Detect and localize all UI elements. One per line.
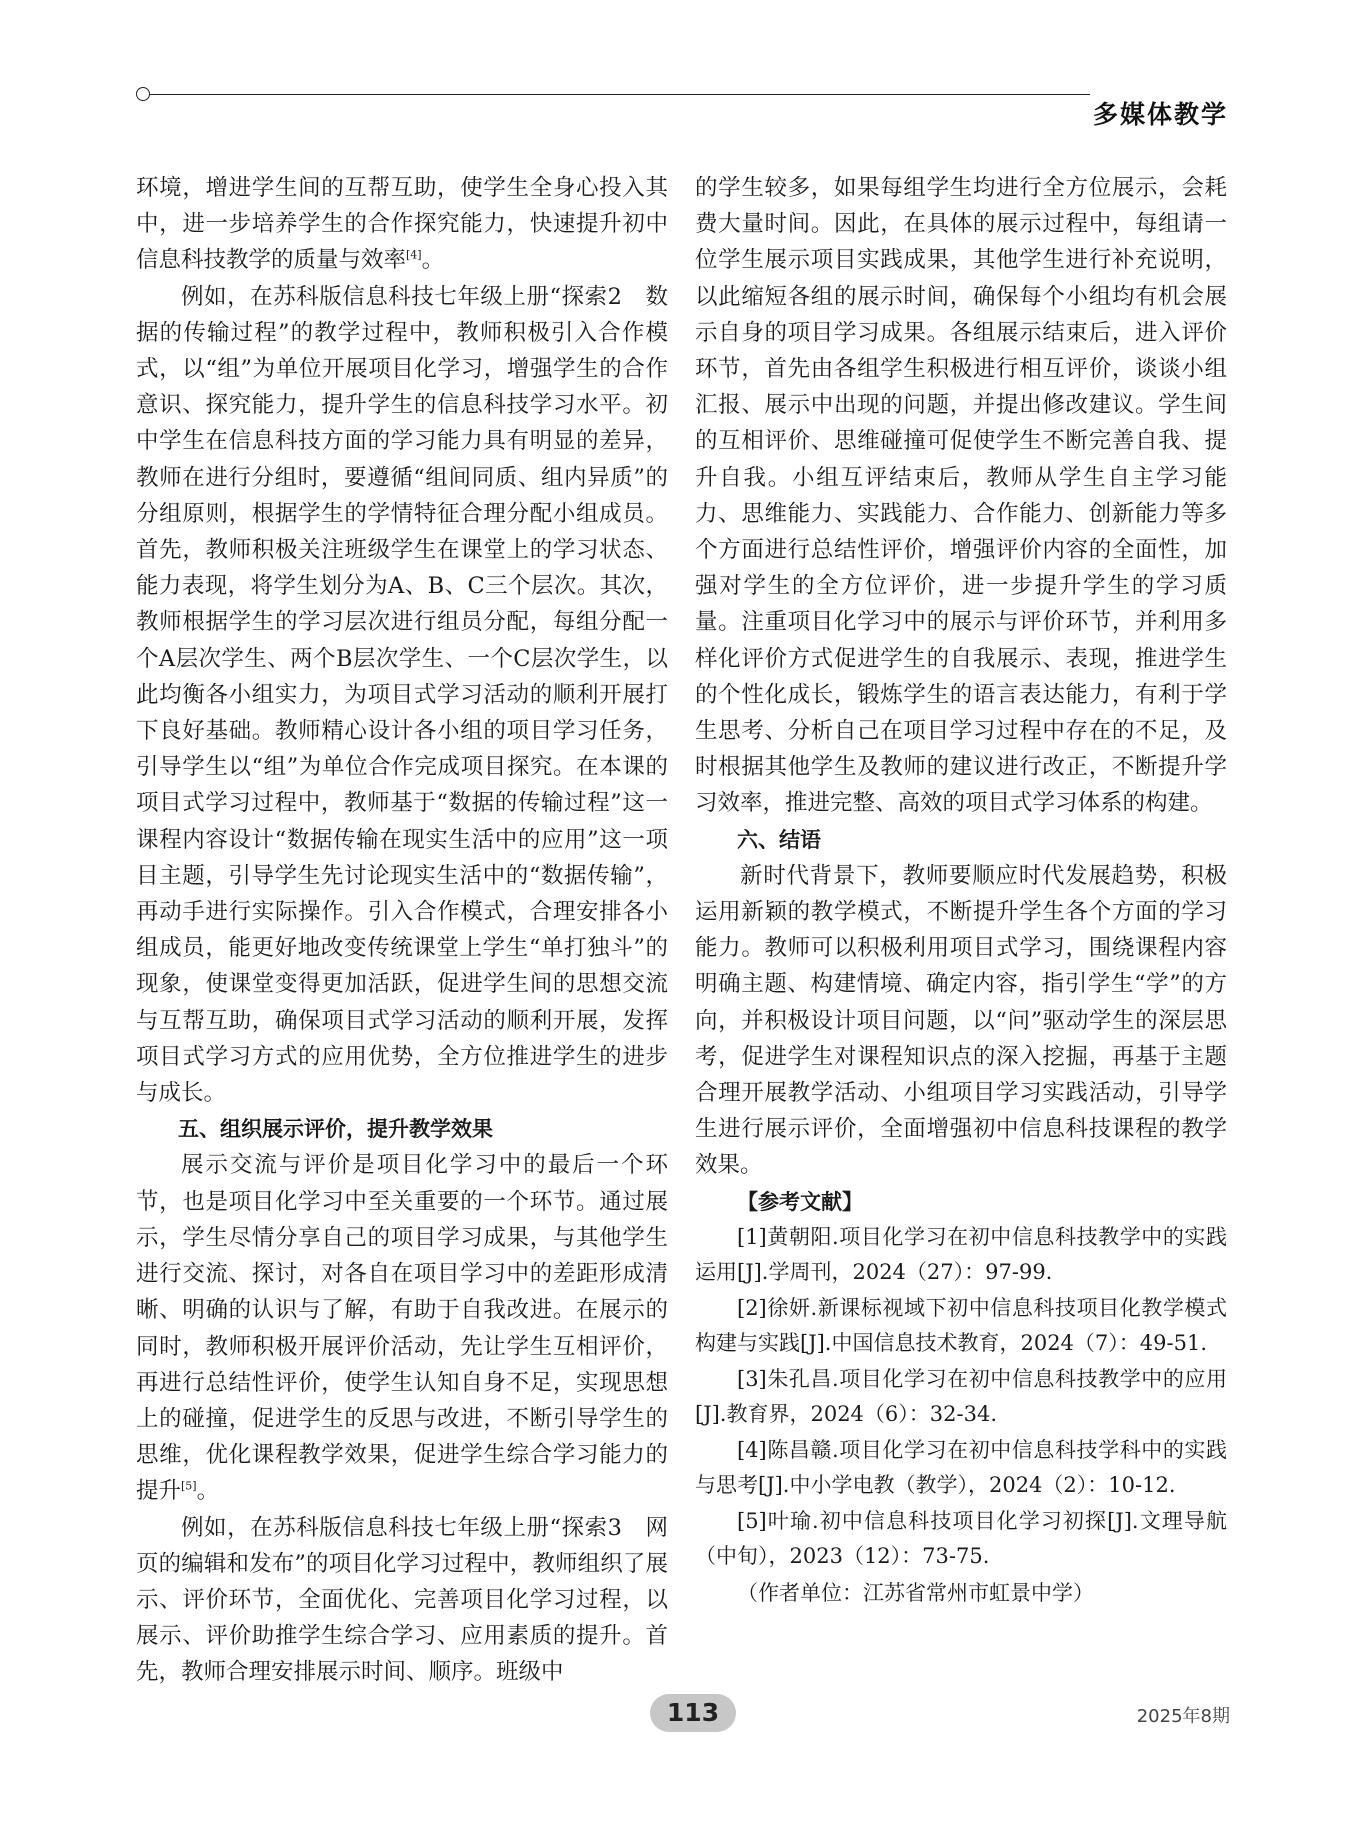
citation: [4] (406, 248, 422, 262)
page-number: 113 (650, 1694, 736, 1732)
paragraph: 展示交流与评价是项目化学习中的最后一个环节，也是项目化学习中至关重要的一个环节。通过展示，学生尽情分享自己的项目学习成果，与其他学生进行交流、探讨，对各自在项目学习中的差距形成清晰、明确的认识与了解，有助于自我改进。在展示的同时，教师积极开展评价活动，先让学生互相评价，再进行总结性评价，使学生认知自身不足，实现思想上的碰撞，促进学生的反思与改进，不断引导学生的思维，优化课程教学效果，促进学生综合学习能力的提升[5]。 (136, 1152, 668, 1505)
section-heading: 五、组织展示评价，提升教学效果 (178, 1117, 493, 1142)
paragraph: 的学生较多，如果每组学生均进行全方位展示，会耗费大量时间。因此，在具体的展示过程中，每组请一位学生展示项目实践成果，其他学生进行补充说明，以此缩短各组的展示时间，确保每个小组均有机会展示自身的项目学习成果。各组展示结束后，进入评价环节，首先由各组学生积极进行相互评价，谈谈小组汇报、展示中出现的问题，并提出修改建议。学生间的互相评价、思维碰撞可促使学生不断完善自我、提升自我。小组互评结束后，教师从学生自主学习能力、思维能力、实践能力、合作能力、创新能力等多个方面进行总结性评价，增强评价内容的全面性，加强对学生的全方位评价，进一步提升学生的学习质量。注重项目化学习中的展示与评价环节，并利用多样化评价方式促进学生的自我展示、表现，推进学生的个性化成长，锻炼学生的语言表达能力，有利于学生思考、分析自己在项目学习过程中存在的不足，及时根据其他学生及教师的建议进行改正，不断提升学习效率，推进完整、高效的项目式学习体系的构建。 (695, 175, 1227, 817)
citation: [5] (181, 1479, 197, 1493)
right-column (695, 170, 1227, 1611)
left-column (136, 170, 668, 1691)
section-title: 多媒体教学 (1092, 100, 1228, 129)
reference-item: [1]黄朝阳.项目化学习在初中信息科技教学中的实践运用[J].学周刊，2024（27）：97-99. (695, 1224, 1227, 1285)
paragraph: 新时代背景下，教师要顺应时代发展趋势，积极运用新颖的教学模式，不断提升学生各个方面的学习能力。教师可以积极利用项目式学习，围绕课程内容明确主题、构建情境、确定内容，指引学生“学”的方向，并积极设计项目问题，以“问”驱动学生的深层思考，促进学生对课程知识点的深入挖掘，再基于主题合理开展教学活动、小组项目学习实践活动，引导学生进行展示评价，全面增强初中信息科技课程的教学效果。 (695, 862, 1227, 1179)
author-affiliation: （作者单位：江苏省常州市虹景中学） (737, 1580, 1094, 1605)
header-circle-ornament (136, 87, 150, 101)
section-heading: 六、结语 (737, 827, 821, 852)
paragraph: 环境，增进学生间的互帮互助，使学生全身心投入其中，进一步培养学生的合作探究能力，快速提升初中信息科技教学的质量与效率[4]。 (136, 175, 668, 274)
reference-item: [4]陈昌赣.项目化学习在初中信息科技学科中的实践与思考[J].中小学电教（教学），2024（2）：10-12. (695, 1437, 1227, 1498)
header-rule (150, 94, 1090, 95)
reference-item: [3]朱孔昌.项目化学习在初中信息科技教学中的应用[J].教育界，2024（6）：32-34. (695, 1366, 1227, 1427)
paragraph: 例如，在苏科版信息科技七年级上册“探索2 数据的传输过程”的教学过程中，教师积极引入合作模式，以“组”为单位开展项目化学习，增强学生的合作意识、探究能力，提升学生的信息科技学习水平。初中学生在信息科技方面的学习能力具有明显的差异，教师在进行分组时，要遵循“组间同质、组内异质”的分组原则，根据学生的学情特征合理分配小组成员。首先，教师积极关注班级学生在课堂上的学习状态、能力表现，将学生划分为A、B、C三个层次。其次，教师根据学生的学习层次进行组员分配，每组分配一个A层次学生、两个B层次学生、一个C层次学生，以此均衡各小组实力，为项目式学习活动的顺利开展打下良好基础。教师精心设计各小组的项目学习任务，引导学生以“组”为单位合作完成项目探究。在本课的项目式学习过程中，教师基于“数据的传输过程”这一课程内容设计“数据传输在现实生活中的应用”这一项目主题，引导学生先讨论现实生活中的“数据传输”，再动手进行实际操作。引入合作模式，合理安排各小组成员，能更好地改变传统课堂上学生“单打独斗”的现象，使课堂变得更加活跃，促进学生间的思想交流与互帮互助，确保项目式学习活动的顺利开展，发挥项目式学习方式的应用优势，全方位推进学生的进步与成长。 (136, 283, 668, 1107)
paragraph: 例如，在苏科版信息科技七年级上册“探索3 网页的编辑和发布”的项目化学习过程中，教师组织了展示、评价环节，全面优化、完善项目化学习过程，以展示、评价助推学生综合学习、应用素质的提升。首先，教师合理安排展示时间、顺序。班级中 (136, 1514, 668, 1686)
reference-item: [2]徐妍.新课标视域下初中信息科技项目化教学模式构建与实践[J].中国信息技术教育，2024（7）：49-51. (695, 1295, 1227, 1356)
references-title: 【参考文献】 (737, 1189, 863, 1214)
reference-item: [5]叶瑜.初中信息科技项目化学习初探[J].文理导航（中旬），2023（12）：73-75. (695, 1508, 1227, 1569)
issue-label: 2025年8期 (1136, 1706, 1230, 1727)
